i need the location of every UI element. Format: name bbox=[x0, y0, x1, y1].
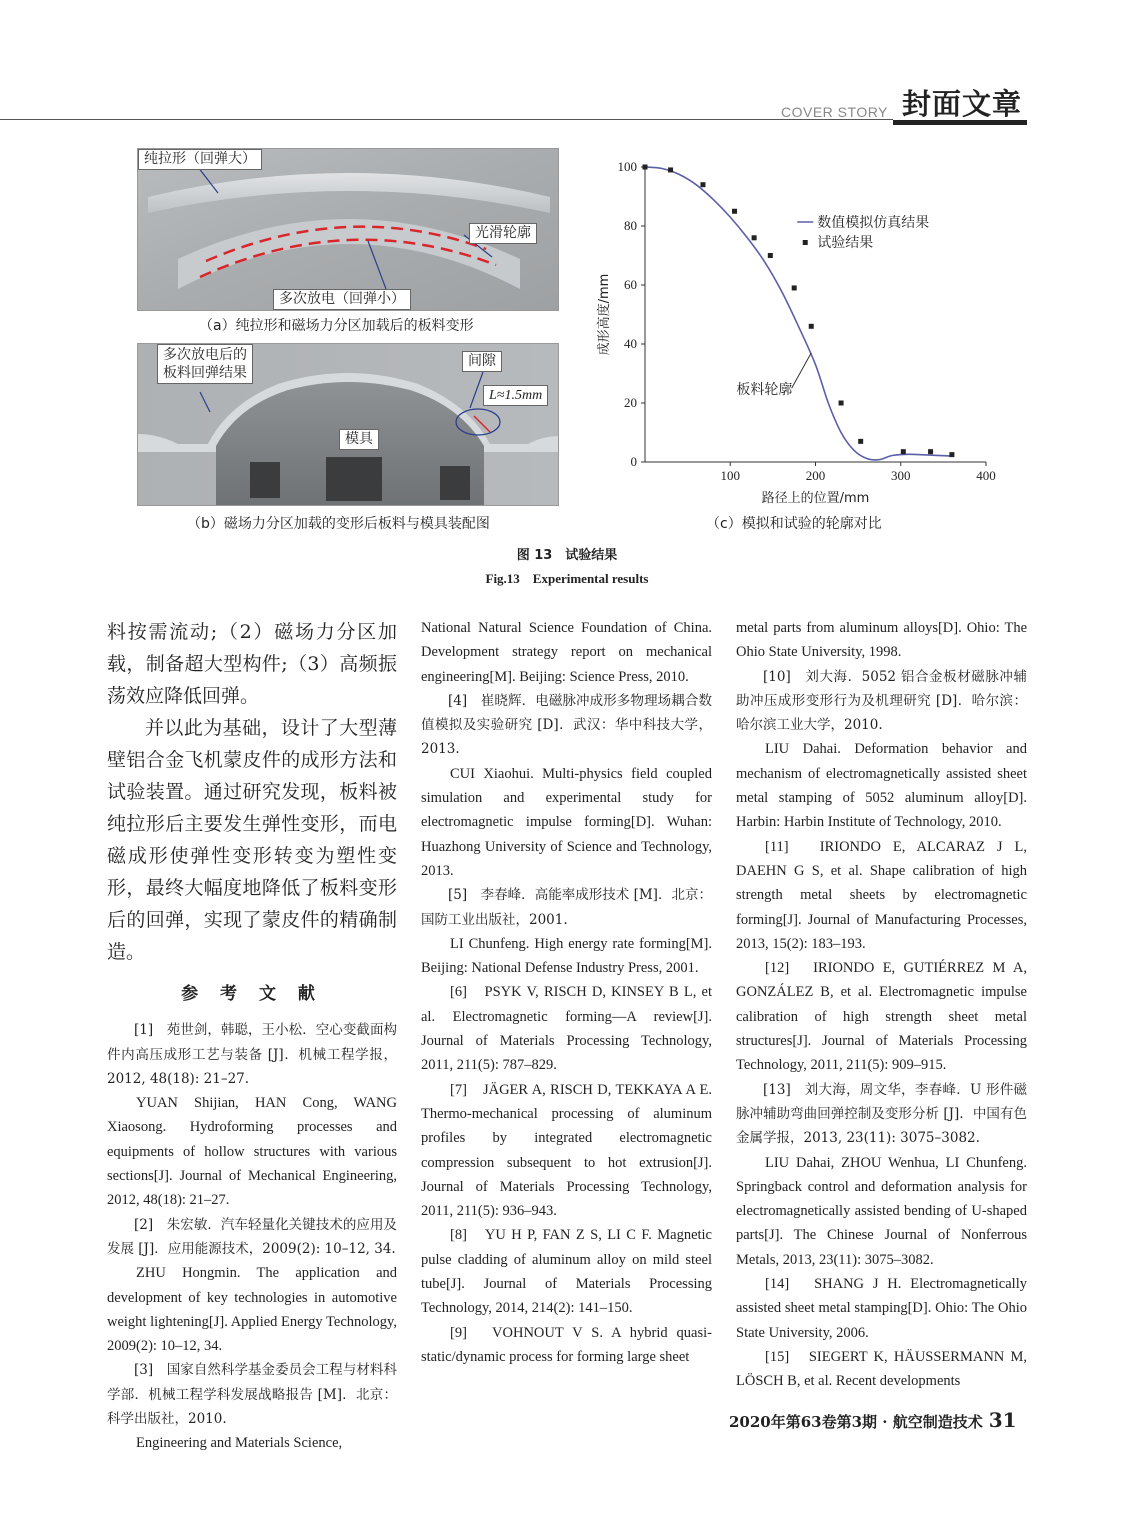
body-paragraph-1: 料按需流动;（2）磁场力分区加载，制备超大型构件;（3）高频振荡效应降低回弹。 bbox=[107, 621, 397, 707]
caption-panel-c: （c）模拟和试验的轮廓对比 bbox=[706, 516, 882, 532]
x-tick-label: 100 bbox=[720, 468, 740, 483]
label-springback-line2: 板料回弹结果 bbox=[163, 365, 247, 381]
label-multi-discharge: 多次放电（回弹小） bbox=[273, 289, 411, 310]
label-gap-value: L≈1.5mm bbox=[483, 385, 548, 406]
experiment-point bbox=[901, 449, 906, 454]
label-gap: 间隙 bbox=[462, 351, 502, 372]
legend-point-swatch bbox=[803, 240, 808, 245]
page-footer bbox=[729, 1408, 1017, 1432]
experiment-point bbox=[809, 324, 814, 329]
reference-3-cn: [3] 国家自然科学基金委员会工程与材料科学部．机械工程学科发展战略报告 [M]．北京：科学出版社，2010. bbox=[107, 1362, 397, 1428]
label-smooth-contour: 光滑轮廓 bbox=[469, 223, 537, 244]
label-springback-result bbox=[157, 344, 253, 384]
reference-7: [7] JÄGER A, RISCH D, TEKKAYA A E. Thermo-mechanical processing of aluminum profiles by integrated electromagnetic compression subsequent to hot extrusion[J]. Journal of Materials Processing Technology, 2011, 211(5): 936–943. bbox=[421, 1081, 712, 1220]
contour-comparison-chart bbox=[590, 150, 1030, 510]
reference-4-en: CUI Xiaohui. Multi-physics field coupled simulation and experimental study for electromagnetic impulse forming[D]. Wuhan: Huazhong University of Science and Technology, 2013. bbox=[421, 765, 712, 879]
x-tick-label: 200 bbox=[805, 468, 826, 483]
reference-3-en-start: Engineering and Materials Science, bbox=[136, 1435, 343, 1452]
reference-9-end: metal parts from aluminum alloys[D]. Ohio: The Ohio State University, 1998. bbox=[736, 620, 1027, 661]
reference-12: [12] IRIONDO E, GUTIÉRREZ M A, GONZÁLEZ B, et al. Electromagnetic impulse calibration of high strength sheet metal structures[J]. Journal of Materials Processing Technology, 2011, 211(5): 909–915. bbox=[736, 960, 1027, 1074]
reference-1-cn: [1] 苑世剑，韩聪，王小松．空心变截面构件内高压成形工艺与装备 [J]．机械工程学报，2012, 48(18): 21–27. bbox=[107, 1022, 397, 1087]
header-rule bbox=[0, 119, 893, 120]
y-tick-label: 40 bbox=[624, 336, 637, 351]
reference-9-start: [9] VOHNOUT V S. A hybrid quasi-static/dynamic process for forming large sheet bbox=[421, 1324, 712, 1365]
column-1 bbox=[107, 616, 397, 1456]
reference-14: [14] SHANG J H. Electromagnetically assisted sheet metal stamping[D]. Ohio: The Ohio State University, 2006. bbox=[736, 1276, 1027, 1341]
experiment-point bbox=[643, 165, 648, 170]
experiment-point bbox=[858, 439, 863, 444]
reference-5-cn: [5] 李春峰．高能率成形技术 [M]．北京：国防工业出版社，2001. bbox=[421, 887, 712, 928]
reference-5-en: LI Chunfeng. High energy rate forming[M]. Beijing: National Defense Industry Press, 2001. bbox=[421, 935, 712, 977]
reference-13-en: LIU Dahai, ZHOU Wenhua, LI Chunfeng. Springback control and deformation analysis for electromagnetically assisted bending of U-shaped parts[J]. The Chinese Journal of Nonferrous Metals, 2013, 23(11): 3075–3082. bbox=[736, 1154, 1027, 1268]
label-springback-line1: 多次放电后的 bbox=[163, 347, 247, 363]
reference-4-cn: [4] 崔晓辉．电磁脉冲成形多物理场耦合数值模拟及实验研究 [D]．武汉：华中科技大学，2013. bbox=[421, 692, 712, 758]
y-tick-label: 20 bbox=[624, 395, 637, 410]
y-tick-label: 80 bbox=[624, 218, 637, 233]
experiment-point bbox=[839, 401, 844, 406]
figure-caption-cn: 图 13 试验结果 bbox=[516, 548, 618, 563]
y-tick-label: 0 bbox=[630, 454, 637, 469]
reference-6: [6] PSYK V, RISCH D, KINSEY B L, et al. Electromagnetic forming—A review[J]. Journal of Materials Processing Technology, 2011, 211(5): 787–829. bbox=[421, 984, 712, 1074]
x-axis-label: 路径上的位置/mm bbox=[761, 491, 870, 506]
column-2 bbox=[421, 616, 712, 1369]
x-tick-label: 300 bbox=[891, 468, 911, 483]
references-heading: 参 考 文 献 bbox=[181, 984, 323, 1004]
caption-panel-b: （b）磁场力分区加载的变形后板料与模具装配图 bbox=[187, 516, 490, 532]
reference-1-en: YUAN Shijian, HAN Cong, WANG Xiaosong. Hydroforming processes and equipments of hollow structures with various sections[J]. Journal of Mechanical Engineering, 2012, 48(18): 21–27. bbox=[107, 1095, 397, 1209]
experiment-point bbox=[752, 235, 757, 240]
legend-experiment-label: 试验结果 bbox=[817, 235, 874, 251]
reference-11: [11] IRIONDO E, ALCARAZ J L, DAEHN G S, et al. Shape calibration of high strength metal sheets by electromagnetic forming[J]. Journal of Manufacturing Processes, 2013, 15(2): 183–193. bbox=[736, 838, 1027, 952]
simulation-line bbox=[645, 167, 952, 460]
experiment-point bbox=[792, 285, 797, 290]
reference-2-en: ZHU Hongmin. The application and development of key technologies in automotive weight lightening[J]. Applied Energy Technology, 2009(2): 10–12, 34. bbox=[107, 1265, 397, 1355]
caption-panel-a: （a）纯拉形和磁场力分区加载后的板料变形 bbox=[199, 318, 474, 334]
reference-3-en-end: National Natural Science Foundation of China. Development strategy report on mechanical engineering[M]. Beijing: Science Press, 2010. bbox=[421, 620, 712, 685]
reference-8: [8] YU H P, FAN Z S, LI C F. Magnetic pulse cladding of aluminum alloy on mild steel tube[J]. Journal of Materials Processing Technology, 2014, 214(2): 141–150. bbox=[421, 1227, 712, 1317]
reference-2-cn: [2] 朱宏敏．汽车轻量化关键技术的应用及发展 [J]．应用能源技术，2009(2): 10–12, 34. bbox=[107, 1216, 397, 1257]
x-tick-label: 400 bbox=[976, 468, 996, 483]
legend-simulation-label: 数值模拟仿真结果 bbox=[817, 215, 930, 231]
reference-13-cn: [13] 刘大海，周文华，李春峰．U 形件磁脉冲辅助弯曲回弹控制及变形分析 [J]．中国有色金属学报，2013, 23(11): 3075–3082. bbox=[736, 1081, 1027, 1147]
y-axis-label: 成形高度/mm bbox=[597, 273, 612, 356]
body-paragraph-2: 并以此为基础，设计了大型薄壁铝合金飞机蒙皮件的成形方法和试验装置。通过研究发现，板料被纯拉形后主要发生弹性变形，而电磁成形使弹性变形转变为塑性变形，最终大幅度地降低了板料变形后的回弹，实现了蒙皮件的精确制造。 bbox=[107, 717, 397, 963]
experiment-point bbox=[949, 452, 954, 457]
column-3 bbox=[736, 616, 1027, 1394]
section-label-cn: 封面文章 bbox=[902, 87, 1023, 121]
journal-issue: 2020年第63卷第3期 · 航空制造技术 bbox=[729, 1413, 983, 1431]
label-pure-stretch: 纯拉形（回弹大） bbox=[138, 149, 262, 170]
experiment-point bbox=[700, 182, 705, 187]
reference-10-cn: [10] 刘大海．5052 铝合金板材磁脉冲辅助冲压成形变形行为及机理研究 [D]．哈尔滨：哈尔滨工业大学，2010. bbox=[736, 668, 1027, 734]
label-die: 模具 bbox=[339, 429, 379, 450]
experiment-point bbox=[732, 209, 737, 214]
experiment-point bbox=[668, 167, 673, 172]
experiment-point bbox=[928, 449, 933, 454]
y-tick-label: 60 bbox=[624, 277, 637, 292]
y-tick-label: 100 bbox=[617, 159, 637, 174]
experiment-point bbox=[768, 253, 773, 258]
photo-panel-a bbox=[137, 148, 559, 311]
section-label-en: COVER STORY bbox=[781, 104, 888, 120]
annotation-leader bbox=[792, 353, 812, 388]
figure-caption-en: Fig.13 Experimental results bbox=[485, 571, 649, 586]
reference-10-en: LIU Dahai. Deformation behavior and mechanism of electromagnetically assisted sheet metal stamping of 5052 aluminum alloy[D]. Harbin: Harbin Institute of Technology, 2010. bbox=[736, 741, 1027, 831]
page-number: 31 bbox=[988, 1408, 1017, 1432]
photo-panel-b bbox=[137, 343, 559, 506]
annotation-contour-label: 板料轮廓 bbox=[736, 382, 793, 399]
reference-15-start: [15] SIEGERT K, HÄUSSERMANN M, LÖSCH B, et al. Recent developments bbox=[736, 1348, 1027, 1390]
